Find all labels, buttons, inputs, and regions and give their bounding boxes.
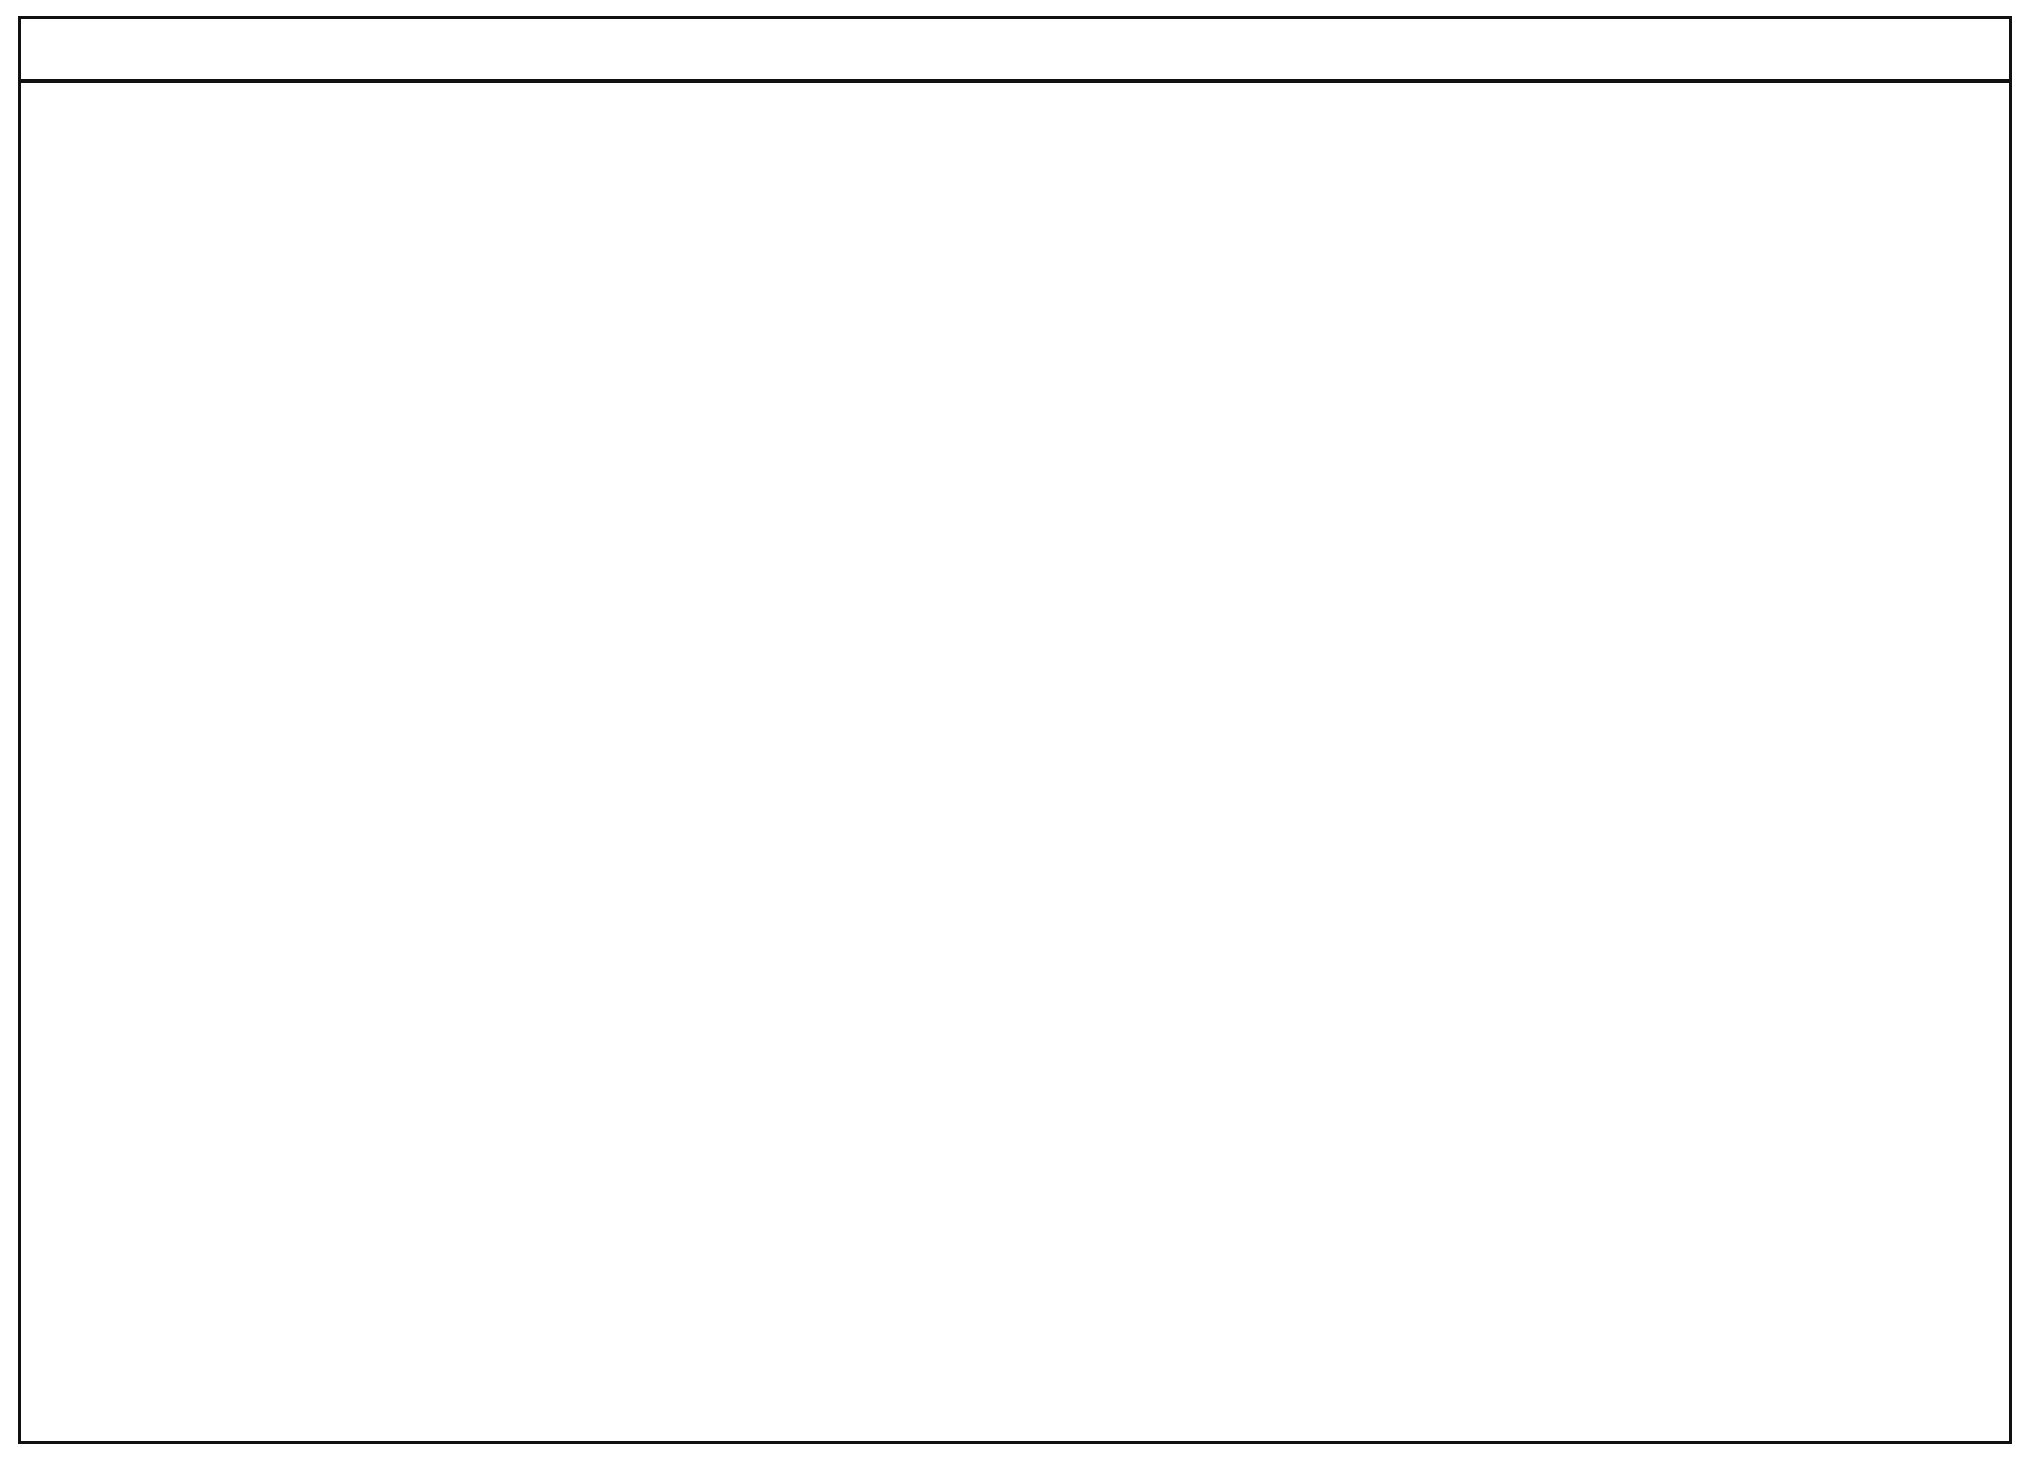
connector-sheet (18, 16, 2012, 1444)
sheet-header (21, 19, 2009, 83)
